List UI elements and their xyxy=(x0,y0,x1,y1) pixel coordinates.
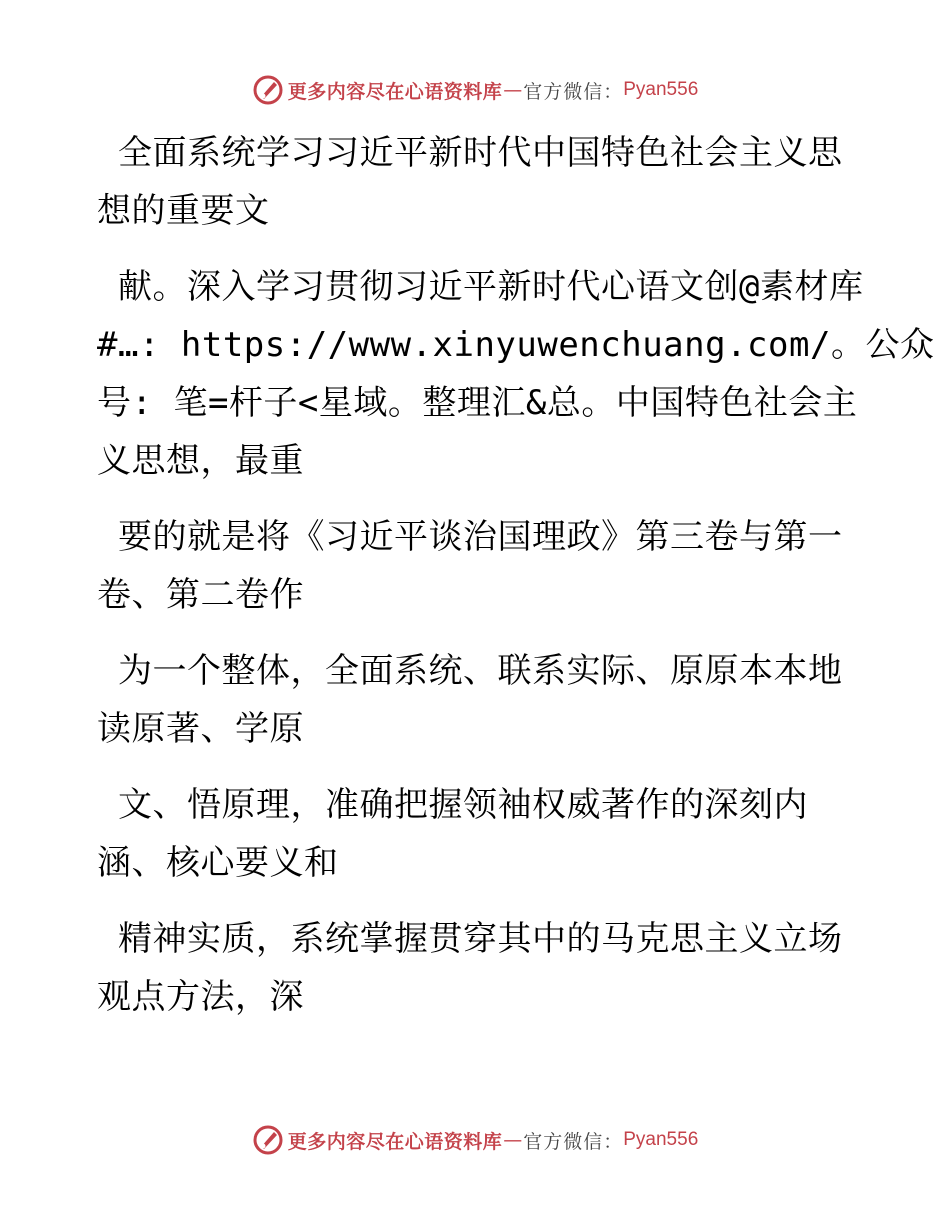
text-line: 卷、第二卷作 xyxy=(97,575,304,615)
text-line: 全面系统学习习近平新时代中国特色社会主义思 xyxy=(97,133,843,173)
text-line: 要的就是将《习近平谈治国理政》第三卷与第一 xyxy=(97,517,843,557)
paragraph-4 xyxy=(97,642,857,758)
text-line: 读原著、学原 xyxy=(97,709,304,749)
banner-wechat-id: Pyan556 xyxy=(623,79,699,100)
paragraph-5 xyxy=(97,776,857,892)
banner-wechat-id: Pyan556 xyxy=(623,1129,699,1150)
quill-seal-icon xyxy=(252,74,284,106)
banner-dash: — xyxy=(503,1129,523,1151)
text-line: 号: 笔=杆子<星域。整理汇&总。中国特色社会主 xyxy=(97,383,858,423)
paragraph-2 xyxy=(97,258,935,490)
text-line: 精神实质，系统掌握贯穿其中的马克思主义立场 xyxy=(97,919,843,959)
banner-official-label: 官方微信： xyxy=(523,80,624,103)
text-line: 献。深入学习贯彻习近平新时代心语文创@素材库 xyxy=(97,267,864,307)
banner-dash: — xyxy=(503,79,523,101)
text-line: 观点方法，深 xyxy=(97,977,304,1017)
header-banner xyxy=(0,70,950,110)
text-line: 想的重要文 xyxy=(97,191,270,231)
footer-banner xyxy=(0,1120,950,1160)
paragraph-6 xyxy=(97,910,857,1026)
text-line: 文、悟原理，准确把握领袖权威著作的深刻内 xyxy=(97,785,808,825)
banner-main-text: 更多内容尽在心语资料库 xyxy=(287,1130,503,1153)
paragraph-1 xyxy=(97,124,857,240)
banner-official-label: 官方微信： xyxy=(523,1130,624,1153)
paragraph-3 xyxy=(97,508,857,624)
text-line: 涵、核心要义和 xyxy=(97,843,339,883)
quill-seal-icon xyxy=(252,1124,284,1156)
banner-main-text: 更多内容尽在心语资料库 xyxy=(287,80,503,103)
document-body xyxy=(97,124,935,1044)
text-line: 为一个整体，全面系统、联系实际、原原本本地 xyxy=(97,651,843,691)
text-line: 义思想，最重 xyxy=(97,441,304,481)
text-line: #…: https://www.xinyuwenchuang.com/。公众 xyxy=(97,325,935,365)
